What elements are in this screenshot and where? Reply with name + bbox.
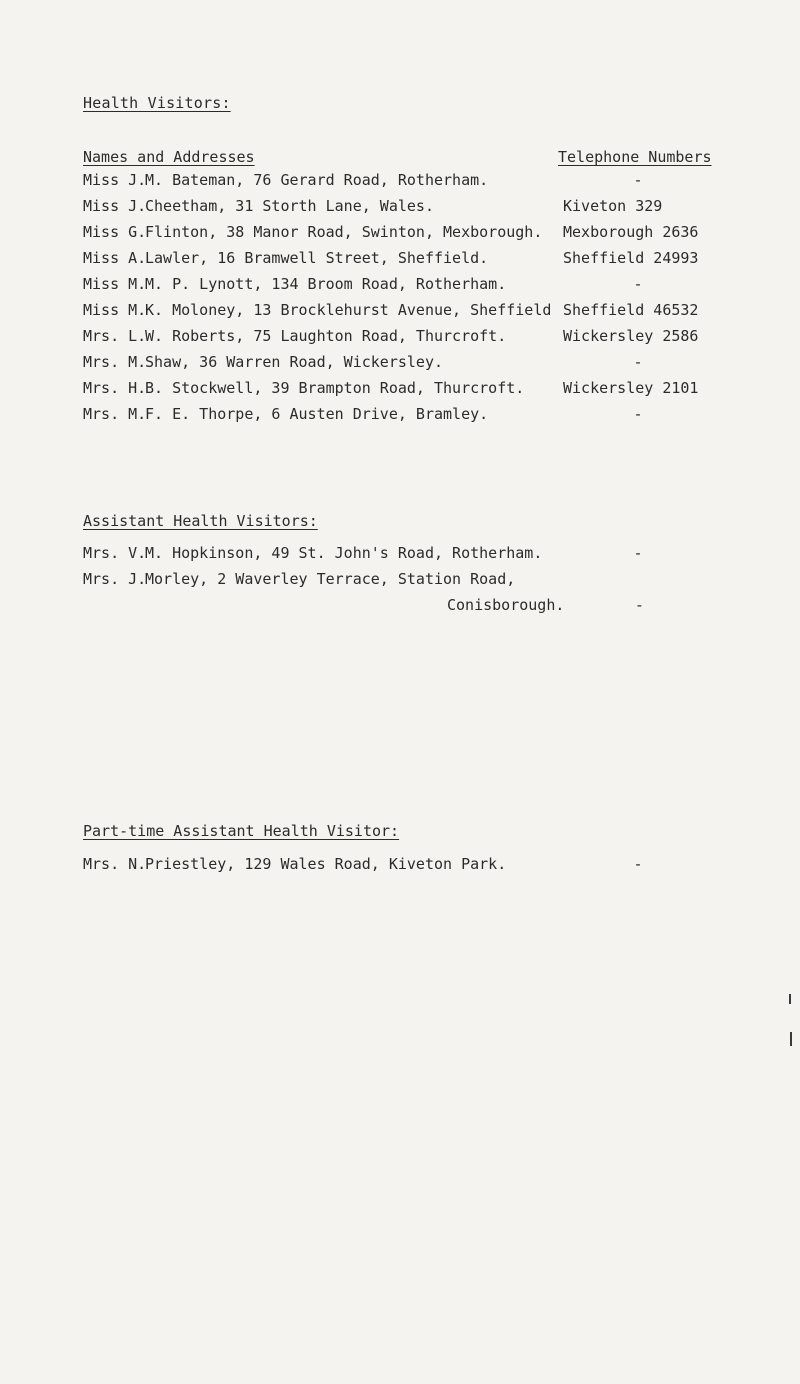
visitor-address: Cheetham, 31 Storth Lane, Wales. <box>145 197 434 215</box>
visitor-address: Shaw, 36 Warren Road, Wickersley. <box>145 353 444 371</box>
visitor-telephone: - <box>633 544 643 562</box>
list-item <box>83 219 713 245</box>
scan-mark <box>789 994 791 1004</box>
visitor-address: K. Moloney, 13 Brocklehurst Avenue, Sheffield <box>145 301 552 319</box>
visitor-address: F. E. Thorpe, 6 Austen Drive, Bramley. <box>145 405 489 423</box>
list-item <box>83 566 713 592</box>
list-item <box>83 592 713 618</box>
visitor-telephone: Wickersley 2586 <box>563 327 699 345</box>
visitor-title: Mrs. L. <box>83 327 147 345</box>
visitor-address: Lawler, 16 Bramwell Street, Sheffield. <box>145 249 489 267</box>
assistant-visitors-list <box>83 540 713 618</box>
health-visitors-list <box>83 167 713 427</box>
visitor-telephone: - <box>634 596 644 614</box>
visitor-telephone: - <box>633 353 643 371</box>
list-item <box>83 540 713 566</box>
visitor-title: Mrs. M. <box>83 405 147 423</box>
list-item <box>83 401 713 427</box>
visitor-title: Miss M. <box>83 275 147 293</box>
part-time-section-heading: Part-time Assistant Health Visitor: <box>83 822 400 840</box>
column-header-names: Names and Addresses <box>83 148 255 166</box>
visitor-title: Mrs. H. <box>83 379 147 397</box>
list-item <box>83 323 713 349</box>
visitor-address: Conisborough. <box>447 596 565 614</box>
list-item <box>83 851 713 877</box>
visitor-title: Mrs. J. <box>83 570 147 588</box>
visitor-telephone: Sheffield 24993 <box>563 249 699 267</box>
list-item <box>83 193 713 219</box>
visitor-title: Mrs. V. <box>83 544 147 562</box>
visitor-telephone: - <box>633 275 643 293</box>
visitor-telephone: - <box>633 405 643 423</box>
list-item <box>83 349 713 375</box>
visitor-title: Mrs. M. <box>83 353 147 371</box>
visitor-title: Miss M. <box>83 301 147 319</box>
visitor-address: M. P. Lynott, 134 Broom Road, Rotherham. <box>145 275 507 293</box>
visitor-address: W. Roberts, 75 Laughton Road, Thurcroft. <box>145 327 507 345</box>
visitor-telephone: - <box>633 855 643 873</box>
visitor-address: M. Bateman, 76 Gerard Road, Rotherham. <box>145 171 489 189</box>
visitor-title: Mrs. N. <box>83 855 147 873</box>
visitor-address: Morley, 2 Waverley Terrace, Station Road, <box>145 570 516 588</box>
assistant-section-heading: Assistant Health Visitors: <box>83 512 318 530</box>
visitor-address: Priestley, 129 Wales Road, Kiveton Park. <box>145 855 507 873</box>
visitor-title: Miss G. <box>83 223 147 241</box>
visitor-address: Flinton, 38 Manor Road, Swinton, Mexborough. <box>145 223 543 241</box>
visitor-address: B. Stockwell, 39 Brampton Road, Thurcroft. <box>145 379 525 397</box>
visitor-telephone: Wickersley 2101 <box>563 379 699 397</box>
list-item <box>83 245 713 271</box>
list-item <box>83 375 713 401</box>
list-item <box>83 271 713 297</box>
visitor-title: Miss A. <box>83 249 147 267</box>
page-heading: Health Visitors: <box>83 94 231 112</box>
list-item <box>83 297 713 323</box>
visitor-telephone: Kiveton 329 <box>563 197 663 215</box>
list-item <box>83 167 713 193</box>
visitor-title: Miss J. <box>83 197 147 215</box>
visitor-telephone: Mexborough 2636 <box>563 223 699 241</box>
visitor-address: M. Hopkinson, 49 St. John's Road, Rotherham. <box>145 544 543 562</box>
visitor-telephone: - <box>633 171 643 189</box>
part-time-visitors-list <box>83 851 713 877</box>
column-header-telephone: Telephone Numbers <box>558 148 712 166</box>
visitor-title: Miss J. <box>83 171 147 189</box>
scan-mark <box>790 1032 792 1046</box>
visitor-telephone: Sheffield 46532 <box>563 301 699 319</box>
